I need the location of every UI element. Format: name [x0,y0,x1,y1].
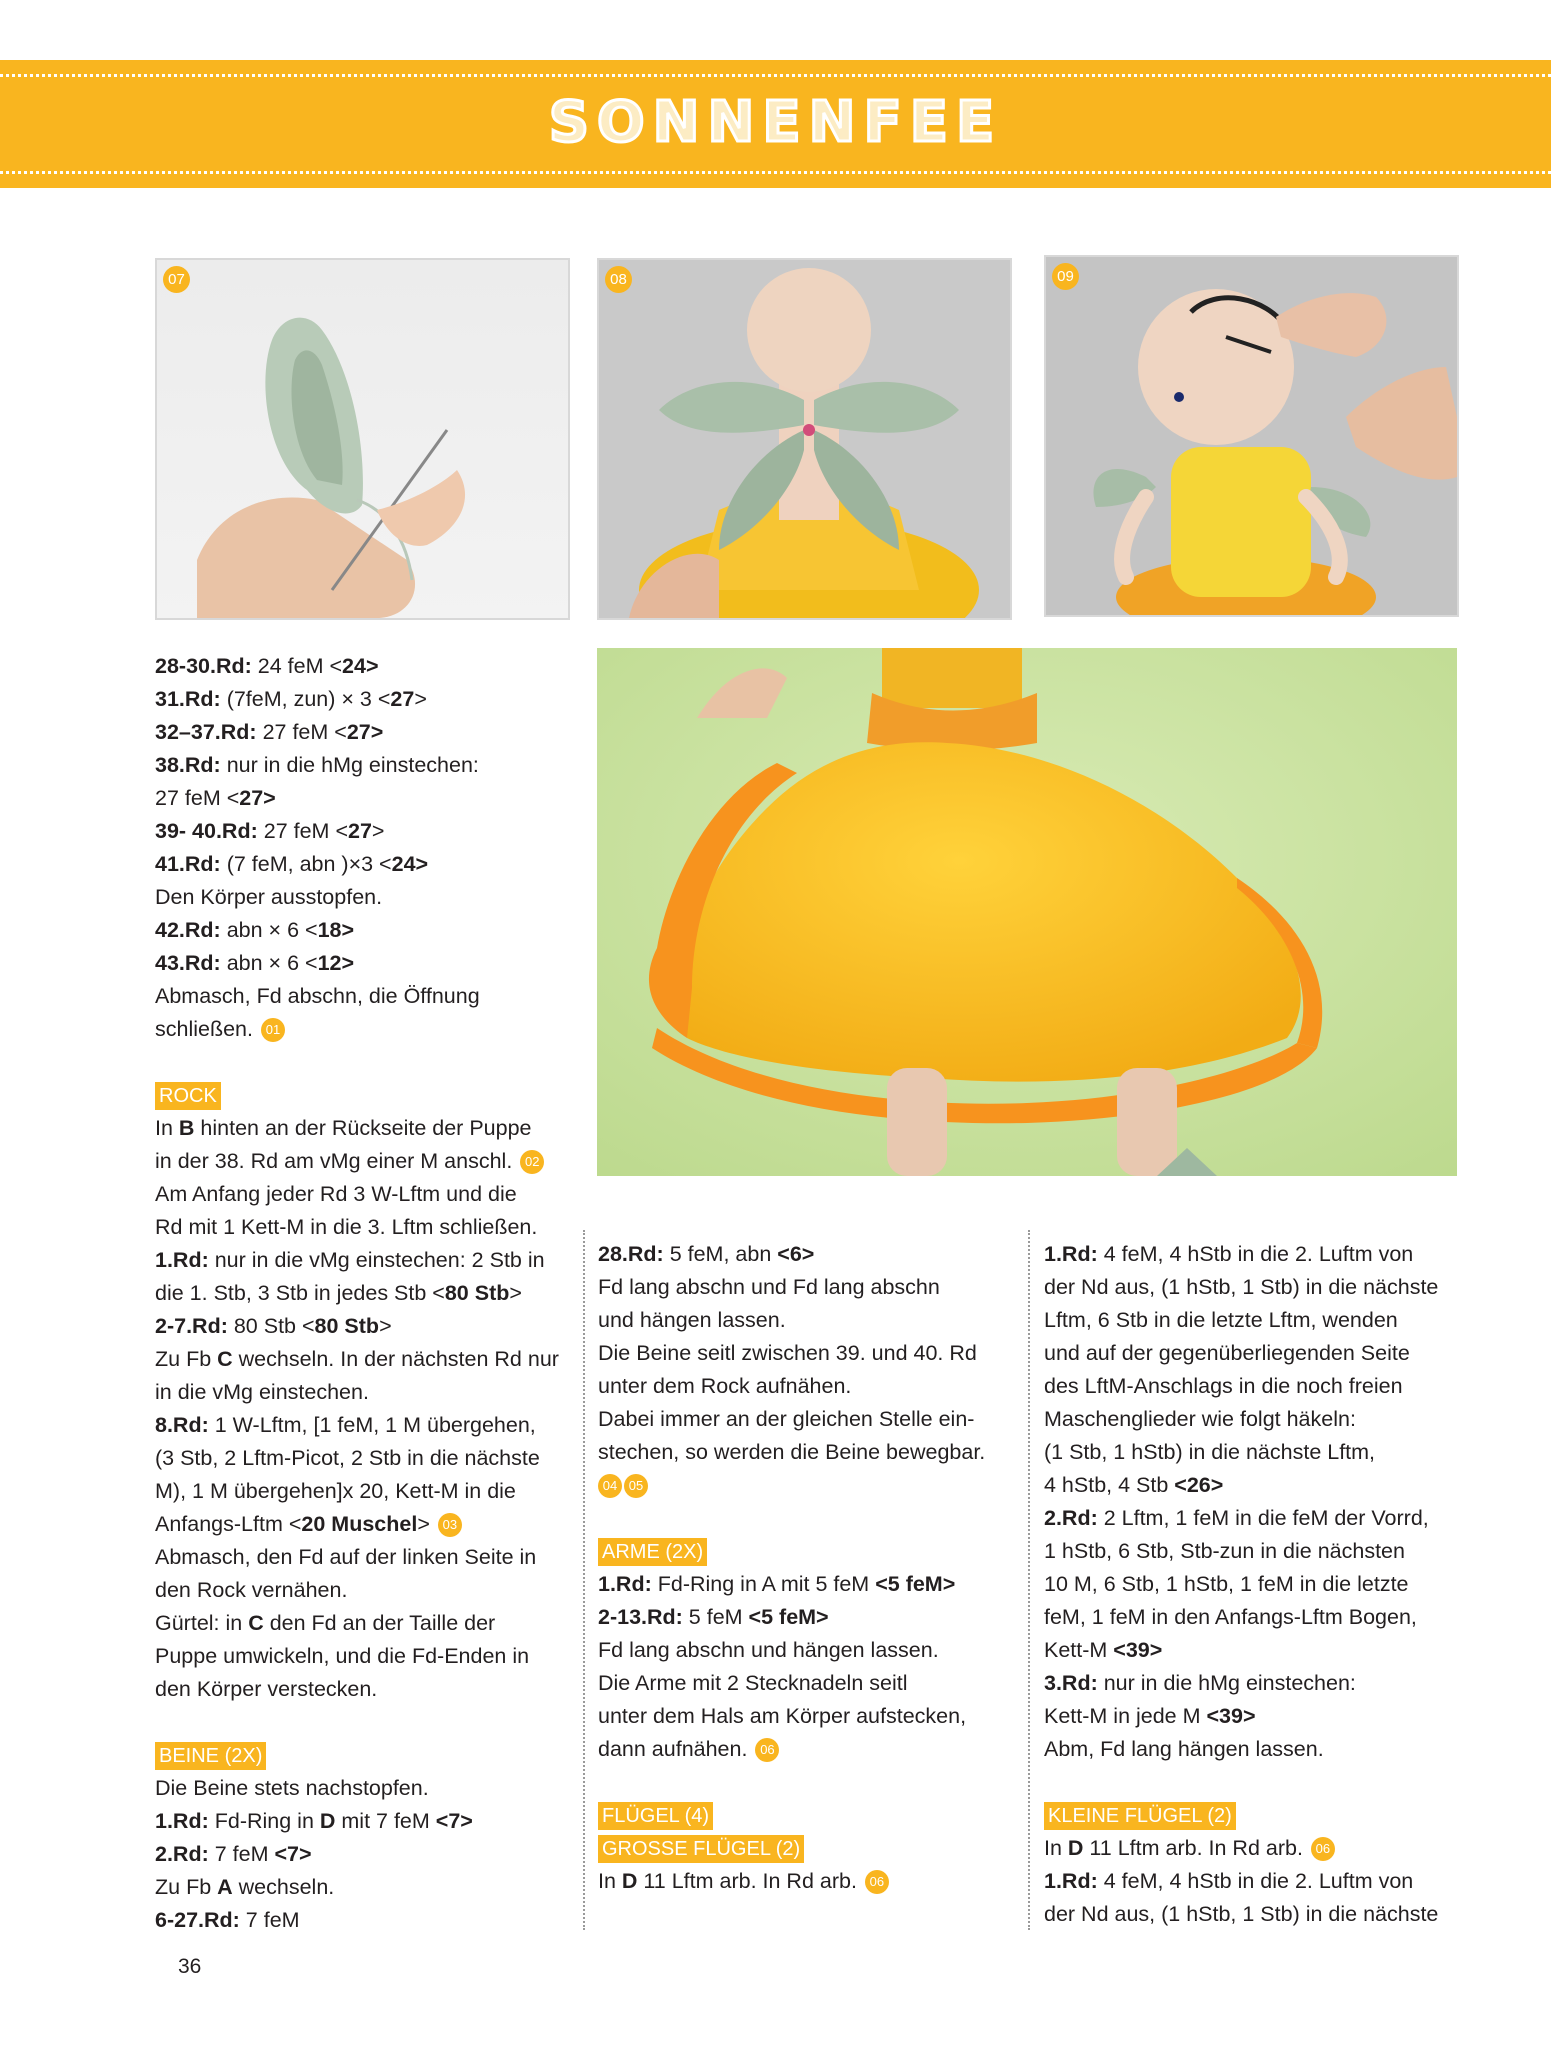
row-label: 2.Rd: [155,1842,209,1866]
instruction-text: (3 Stb, 2 Lftm-Picot, 2 Stb in die nächste [155,1446,540,1470]
row-text: Gürtel: in [155,1611,249,1635]
photo-ref-badge: 01 [261,1018,285,1042]
row-label: 1.Rd: [1044,1869,1098,1893]
row-text: die 1. Stb, 3 Stb in jedes Stb < [155,1281,445,1305]
row-text: 7 feM [239,1908,300,1932]
skirt-photo-illustration [597,648,1457,1176]
stitch-count: 80 Stb [314,1314,380,1338]
instruction-text: Abmasch, Fd abschn, die Öffnung [155,984,480,1008]
row-text: In [598,1869,622,1893]
stitch-count: 27> [239,786,276,810]
instruction-text: 1 hStb, 6 Stb, Stb-zun in die nächsten [1044,1539,1405,1563]
row-text: 4 feM, 4 hStb in die 2. Luftm von [1097,1242,1414,1266]
row-label: 2.Rd: [1044,1506,1098,1530]
text-column-3 [1044,1238,1459,1931]
row-text: 4 feM, 4 hStb in die 2. Luftm von [1097,1869,1414,1893]
section-heading-fluegel: FLÜGEL (4) [598,1802,713,1830]
row-label: 28-30.Rd: [155,654,252,678]
photo-step-07 [155,258,570,620]
instruction-text: Abm, Fd lang hängen lassen. [1044,1737,1324,1761]
photo-step-08 [597,258,1012,620]
instruction-text: Rd mit 1 Kett-M in die 3. Lftm schließen. [155,1215,538,1239]
step-badge: 07 [163,266,190,293]
color-label: B [178,1116,195,1140]
instruction-text: in die vMg einstechen. [155,1380,369,1404]
stitch-count: <7> [274,1842,312,1866]
stitch-count: <39> [1206,1704,1256,1728]
photo-step-09 [1044,255,1459,617]
section-heading-rock: ROCK [155,1082,221,1110]
row-text: abn × 6 < [220,918,318,942]
instruction-text: Lftm, 6 Stb in die letzte Lftm, wenden [1044,1308,1398,1332]
stitch-count: 27 [390,687,415,711]
color-label: D [319,1809,336,1833]
instruction-text: den Körper verstecken. [155,1677,378,1701]
row-text: > [414,687,427,711]
instruction-text: des LftM-Anschlags in die noch freien [1044,1374,1403,1398]
instruction-text: Puppe umwickeln, und die Fd-Enden in [155,1644,530,1668]
row-text: nur in die hMg einstechen: [220,753,479,777]
row-label: 32–37.Rd: [155,720,257,744]
row-label: 41.Rd: [155,852,221,876]
photo-ref-badge: 02 [520,1150,544,1174]
step-badge: 09 [1052,263,1079,290]
row-text: Fd-Ring in A mit 5 feM [651,1572,876,1596]
instruction-text: schließen. [155,1017,253,1041]
row-text: (7 feM, abn )×3 < [220,852,392,876]
stitch-count: 27 [348,819,372,843]
column-divider [1028,1230,1030,1930]
banner-dotted-line-top [0,74,1551,77]
stitch-count: 12> [317,951,355,975]
row-text: Kett-M in jede M [1044,1704,1207,1728]
instruction-text: den Rock vernähen. [155,1578,348,1602]
stitch-count: <26> [1174,1473,1224,1497]
row-label: 8.Rd: [155,1413,209,1437]
photo-ref-badge: 04 [598,1474,622,1498]
section-heading-beine: BEINE (2X) [155,1742,266,1770]
row-text: Fd-Ring in [208,1809,320,1833]
row-label: 1.Rd: [598,1572,652,1596]
row-text: 27 feM < [256,720,347,744]
stitch-count: 20 Muschel [301,1512,418,1536]
color-label: C [217,1347,233,1371]
instruction-text: der Nd aus, (1 hStb, 1 Stb) in die nächste [1044,1902,1439,1926]
stitch-count: 80 Stb [444,1281,510,1305]
instruction-text: Fd lang abschn und hängen lassen. [598,1638,939,1662]
instruction-text: Maschenglieder wie folgt häkeln: [1044,1407,1356,1431]
wing-photo-illustration [157,260,568,618]
section-heading-arme: ARME (2X) [598,1538,707,1566]
row-text: (7feM, zun) × 3 < [220,687,391,711]
row-text: 1 W-Lftm, [1 feM, 1 M übergehen, [208,1413,536,1437]
stitch-count: <5 feM> [748,1605,829,1629]
row-text: mit 7 feM [335,1809,436,1833]
row-text: In [1044,1836,1068,1860]
row-text: hinten an der Rückseite der Puppe [194,1116,532,1140]
row-label: 31.Rd: [155,687,221,711]
row-text: 11 Lftm arb. In Rd arb. [1083,1836,1303,1860]
row-text: 7 feM [208,1842,275,1866]
row-text: 4 hStb, 4 Stb [1044,1473,1175,1497]
row-text: > [371,819,385,843]
stitch-count: <6> [777,1242,815,1266]
row-label: 28.Rd: [598,1242,664,1266]
instruction-text: Abmasch, den Fd auf der linken Seite in [155,1545,537,1569]
photo-skirt-detail [597,648,1457,1176]
row-text: Zu Fb [155,1347,218,1371]
row-text: 2 Lftm, 1 feM in die feM der Vorrd, [1097,1506,1429,1530]
row-label: 42.Rd: [155,918,221,942]
row-label: 1.Rd: [155,1809,209,1833]
row-text: in der 38. Rd am vMg einer M anschl. [155,1149,513,1173]
row-text: 11 Lftm arb. In Rd arb. [637,1869,857,1893]
stitch-count: <7> [435,1809,473,1833]
row-label: 38.Rd: [155,753,221,777]
row-text: nur in die vMg einstechen: 2 Stb in [208,1248,545,1272]
instruction-text: Fd lang abschn und Fd lang abschn [598,1275,940,1299]
step-badge: 08 [605,266,632,293]
row-label: 6-27.Rd: [155,1908,240,1932]
stitch-count: 27> [346,720,384,744]
section-heading-grosse-fluegel: GROSSE FLÜGEL (2) [598,1835,804,1863]
stitch-count: <39> [1113,1638,1163,1662]
photo-ref-badge: 06 [1311,1837,1335,1861]
color-label: D [621,1869,638,1893]
instruction-text: (1 Stb, 1 hStb) in die nächste Lftm, [1044,1440,1376,1464]
face-embroidery-photo-illustration [1046,257,1457,615]
row-label: 1.Rd: [1044,1242,1098,1266]
photo-ref-badge: 06 [755,1738,779,1762]
color-label: D [1067,1836,1084,1860]
row-text: 5 feM, abn [663,1242,778,1266]
stitch-count: 18> [317,918,355,942]
text-column-2 [598,1238,1018,1898]
row-text: wechseln. [232,1875,335,1899]
row-text: Zu Fb [155,1875,218,1899]
instruction-text: dann aufnähen. [598,1737,748,1761]
row-label: 2-13.Rd: [598,1605,683,1629]
instruction-text: Die Beine seitl zwischen 39. und 40. Rd [598,1341,977,1365]
section-heading-kleine-fluegel: KLEINE FLÜGEL (2) [1044,1802,1236,1830]
instruction-text: Dabei immer an der gleichen Stelle ein- [598,1407,975,1431]
row-text: abn × 6 < [220,951,318,975]
row-text: nur in die hMg einstechen: [1097,1671,1356,1695]
row-text: 80 Stb < [227,1314,315,1338]
instruction-text: und auf der gegenüberliegenden Seite [1044,1341,1410,1365]
row-label: 1.Rd: [155,1248,209,1272]
row-text: wechseln. In der nächsten Rd nur [232,1347,559,1371]
instruction-text: unter dem Hals am Körper aufstecken, [598,1704,967,1728]
instruction-text: Die Arme mit 2 Stecknadeln seitl [598,1671,908,1695]
instruction-text: feM, 1 feM in den Anfangs-Lftm Bogen, [1044,1605,1417,1629]
row-text: Anfangs-Lftm < [155,1512,302,1536]
photo-ref-badge: 05 [624,1474,648,1498]
row-text: den Fd an der Taille der [263,1611,496,1635]
page-title: SONNENFEE [548,90,1003,155]
row-text: 27 feM < [257,819,348,843]
row-text: > [509,1281,522,1305]
photo-ref-badge: 03 [438,1513,462,1537]
color-label: C [248,1611,264,1635]
stitch-count: <5 feM> [875,1572,956,1596]
photo-ref-badge: 06 [865,1870,889,1894]
row-label: 3.Rd: [1044,1671,1098,1695]
instruction-text: der Nd aus, (1 hStb, 1 Stb) in die nächste [1044,1275,1439,1299]
stitch-count: 24> [391,852,429,876]
stitch-count: 24> [342,654,379,678]
instruction-text: M), 1 M übergehen]x 20, Kett-M in die [155,1479,516,1503]
instruction-text: und hängen lassen. [598,1308,786,1332]
row-text: In [155,1116,179,1140]
row-label: 2-7.Rd: [155,1314,228,1338]
row-text: > [379,1314,392,1338]
instruction-text: Den Körper ausstopfen. [155,885,383,909]
row-label: 43.Rd: [155,951,221,975]
row-text: 24 feM < [251,654,343,678]
title-banner [0,60,1551,188]
instruction-text: 10 M, 6 Stb, 1 hStb, 1 feM in die letzte [1044,1572,1409,1596]
doll-back-photo-illustration [599,260,1010,618]
row-text: 27 feM < [155,786,240,810]
instruction-text: Am Anfang jeder Rd 3 W-Lftm und die [155,1182,517,1206]
row-text: Kett-M [1044,1638,1114,1662]
instruction-text: Die Beine stets nachstopfen. [155,1776,429,1800]
instruction-text: stechen, so werden die Beine bewegbar. [598,1440,986,1464]
text-column-1 [155,650,570,1937]
banner-dotted-line-bottom [0,171,1551,174]
column-divider [583,1230,585,1930]
instruction-text: unter dem Rock aufnähen. [598,1374,852,1398]
row-text: > [417,1512,430,1536]
page-number: 36 [178,1955,202,1978]
row-label: 39- 40.Rd: [155,819,258,843]
color-label: A [217,1875,233,1899]
row-text: 5 feM [682,1605,749,1629]
